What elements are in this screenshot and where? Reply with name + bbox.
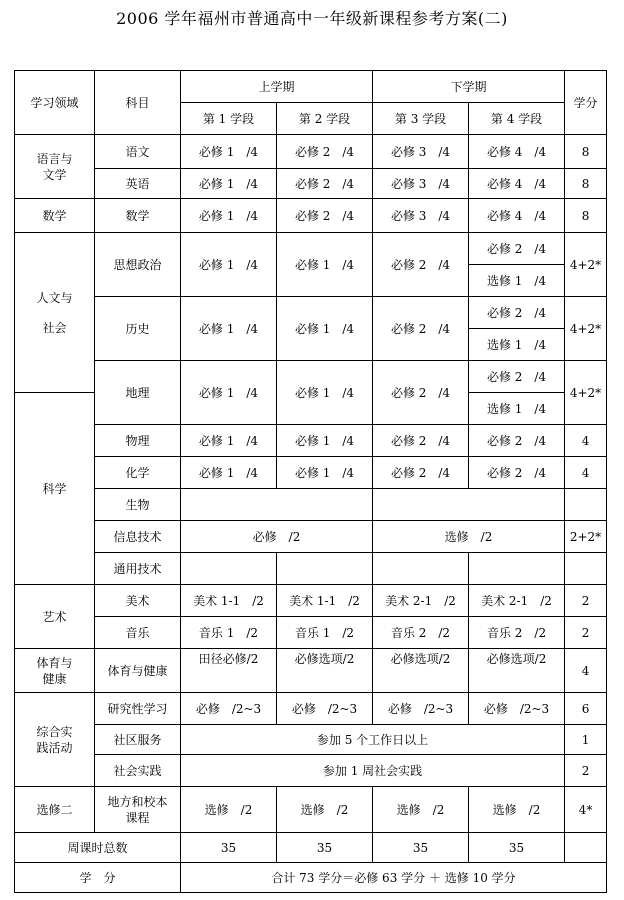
cell: 必修 2 /4	[373, 361, 469, 425]
subject-yinyue: 音乐	[95, 617, 181, 649]
cell: 选修 1 /4	[469, 265, 565, 297]
cell: 35	[373, 833, 469, 863]
cell: 必修 2 /4	[469, 233, 565, 265]
header-period-3: 第 3 学段	[373, 103, 469, 135]
subject-shehui: 社会实践	[95, 755, 181, 787]
total-credit-text: 合计 73 学分＝必修 63 学分 ＋ 选修 10 学分	[181, 863, 607, 893]
cell: 参加 5 个工作日以上	[181, 725, 565, 755]
domain-math: 数学	[15, 199, 95, 233]
cell: 必修 2 /4	[373, 457, 469, 489]
cell: 必修 1 /4	[277, 297, 373, 361]
subject-yingyu: 英语	[95, 169, 181, 199]
cell-empty	[181, 553, 277, 585]
cell: 必修 1 /4	[181, 297, 277, 361]
cell: 美术 2-1 /2	[469, 585, 565, 617]
cell: 必修 1 /4	[181, 361, 277, 425]
cell: 美术 1-1 /2	[277, 585, 373, 617]
domain-elective2: 选修二	[15, 787, 95, 833]
cell: 选修 /2	[373, 787, 469, 833]
cell: 必修 1 /4	[181, 135, 277, 169]
cell: 必修选项/2	[373, 649, 469, 693]
subject-yanjiu: 研究性学习	[95, 693, 181, 725]
cell: 必修 1 /4	[181, 199, 277, 233]
credit-cell: 4	[565, 425, 607, 457]
subject-zhengzhi: 思想政治	[95, 233, 181, 297]
credit-cell: 4+2*	[565, 361, 607, 425]
cell: 必修 2 /4	[277, 135, 373, 169]
credit-cell: 2+2*	[565, 521, 607, 553]
cell: 必修 /2~3	[373, 693, 469, 725]
subject-wuli: 物理	[95, 425, 181, 457]
cell: 必修 4 /4	[469, 135, 565, 169]
cell-empty	[181, 489, 373, 521]
cell: 参加 1 周社会实践	[181, 755, 565, 787]
subject-tiyu: 体育与健康	[95, 649, 181, 693]
cell-empty	[373, 553, 469, 585]
subject-lishi: 历史	[95, 297, 181, 361]
credit-cell: 4	[565, 649, 607, 693]
header-domain: 学习领域	[15, 71, 95, 135]
header-term1: 上学期	[181, 71, 373, 103]
domain-language: 语言与 文学	[15, 135, 95, 199]
subject-huaxue: 化学	[95, 457, 181, 489]
domain-pe: 体育与 健康	[15, 649, 95, 693]
cell: 必修 2 /4	[469, 425, 565, 457]
header-period-2: 第 2 学段	[277, 103, 373, 135]
cell: 必修 1 /4	[277, 425, 373, 457]
cell: 必修 1 /4	[277, 457, 373, 489]
cell: 必修 2 /4	[373, 297, 469, 361]
cell: 必修选项/2	[469, 649, 565, 693]
cell: 选修 1 /4	[469, 329, 565, 361]
cell: 必修 3 /4	[373, 169, 469, 199]
credit-cell: 4+2*	[565, 233, 607, 297]
credit-cell: 4	[565, 457, 607, 489]
cell: 必修 1 /4	[277, 361, 373, 425]
cell: 必修 3 /4	[373, 199, 469, 233]
cell: 田径必修/2	[181, 649, 277, 693]
cell: 必修 2 /4	[373, 425, 469, 457]
cell: 必修 2 /4	[277, 199, 373, 233]
cell-empty	[277, 553, 373, 585]
cell: 必修 2 /4	[469, 361, 565, 393]
cell: 必修 /2	[181, 521, 373, 553]
cell: 选修 1 /4	[469, 393, 565, 425]
credit-cell	[565, 833, 607, 863]
cell: 必修 4 /4	[469, 169, 565, 199]
credit-cell: 8	[565, 135, 607, 169]
header-credit: 学分	[565, 71, 607, 135]
cell: 音乐 1 /2	[277, 617, 373, 649]
cell: 必修 /2~3	[277, 693, 373, 725]
cell: 选修 /2	[469, 787, 565, 833]
header-subject: 科目	[95, 71, 181, 135]
credit-cell: 6	[565, 693, 607, 725]
header-period-1: 第 1 学段	[181, 103, 277, 135]
subject-dili: 地理	[95, 361, 181, 425]
cell: 必修 1 /4	[181, 425, 277, 457]
cell: 选修 /2	[277, 787, 373, 833]
cell: 35	[181, 833, 277, 863]
cell: 必修 3 /4	[373, 135, 469, 169]
cell: 必修 2 /4	[469, 297, 565, 329]
cell: 必修 /2~3	[469, 693, 565, 725]
credit-cell: 2	[565, 755, 607, 787]
cell: 美术 1-1 /2	[181, 585, 277, 617]
credit-cell: 8	[565, 169, 607, 199]
credit-cell: 8	[565, 199, 607, 233]
subject-shuxue: 数学	[95, 199, 181, 233]
credit-cell: 4*	[565, 787, 607, 833]
credit-cell: 4+2*	[565, 297, 607, 361]
cell: 必修 1 /4	[181, 457, 277, 489]
cell: 音乐 2 /2	[469, 617, 565, 649]
cell: 美术 2-1 /2	[373, 585, 469, 617]
cell: 35	[277, 833, 373, 863]
domain-humanities: 人文与 社会	[15, 233, 95, 393]
cell-empty	[469, 553, 565, 585]
credit-cell: 2	[565, 585, 607, 617]
header-period-4: 第 4 学段	[469, 103, 565, 135]
subject-tongyong: 通用技术	[95, 553, 181, 585]
cell: 必修选项/2	[277, 649, 373, 693]
cell: 必修 2 /4	[469, 457, 565, 489]
weekly-hours-label: 周课时总数	[15, 833, 181, 863]
cell: 必修 1 /4	[181, 169, 277, 199]
subject-meishu: 美术	[95, 585, 181, 617]
cell-empty	[373, 489, 565, 521]
cell: 必修 1 /4	[181, 233, 277, 297]
cell: 必修 1 /4	[277, 233, 373, 297]
credit-cell: 2	[565, 617, 607, 649]
subject-shengwu: 生物	[95, 489, 181, 521]
domain-art: 艺术	[15, 585, 95, 649]
total-credit-label: 学 分	[15, 863, 181, 893]
cell: 必修 2 /4	[373, 233, 469, 297]
subject-difang: 地方和校本 课程	[95, 787, 181, 833]
header-term2: 下学期	[373, 71, 565, 103]
credit-cell	[565, 553, 607, 585]
subject-xinxi: 信息技术	[95, 521, 181, 553]
cell: 选修 /2	[373, 521, 565, 553]
subject-yuwen: 语文	[95, 135, 181, 169]
cell: 选修 /2	[181, 787, 277, 833]
cell: 必修 2 /4	[277, 169, 373, 199]
credit-cell	[565, 489, 607, 521]
cell: 必修 4 /4	[469, 199, 565, 233]
cell: 音乐 2 /2	[373, 617, 469, 649]
domain-science: 科学	[15, 393, 95, 585]
subject-shequ: 社区服务	[95, 725, 181, 755]
page-title: 2006 学年福州市普通高中一年级新课程参考方案(二)	[116, 9, 508, 28]
domain-practice: 综合实 践活动	[15, 693, 95, 787]
cell: 35	[469, 833, 565, 863]
credit-cell: 1	[565, 725, 607, 755]
curriculum-table	[14, 70, 607, 893]
cell: 音乐 1 /2	[181, 617, 277, 649]
cell: 必修 /2~3	[181, 693, 277, 725]
